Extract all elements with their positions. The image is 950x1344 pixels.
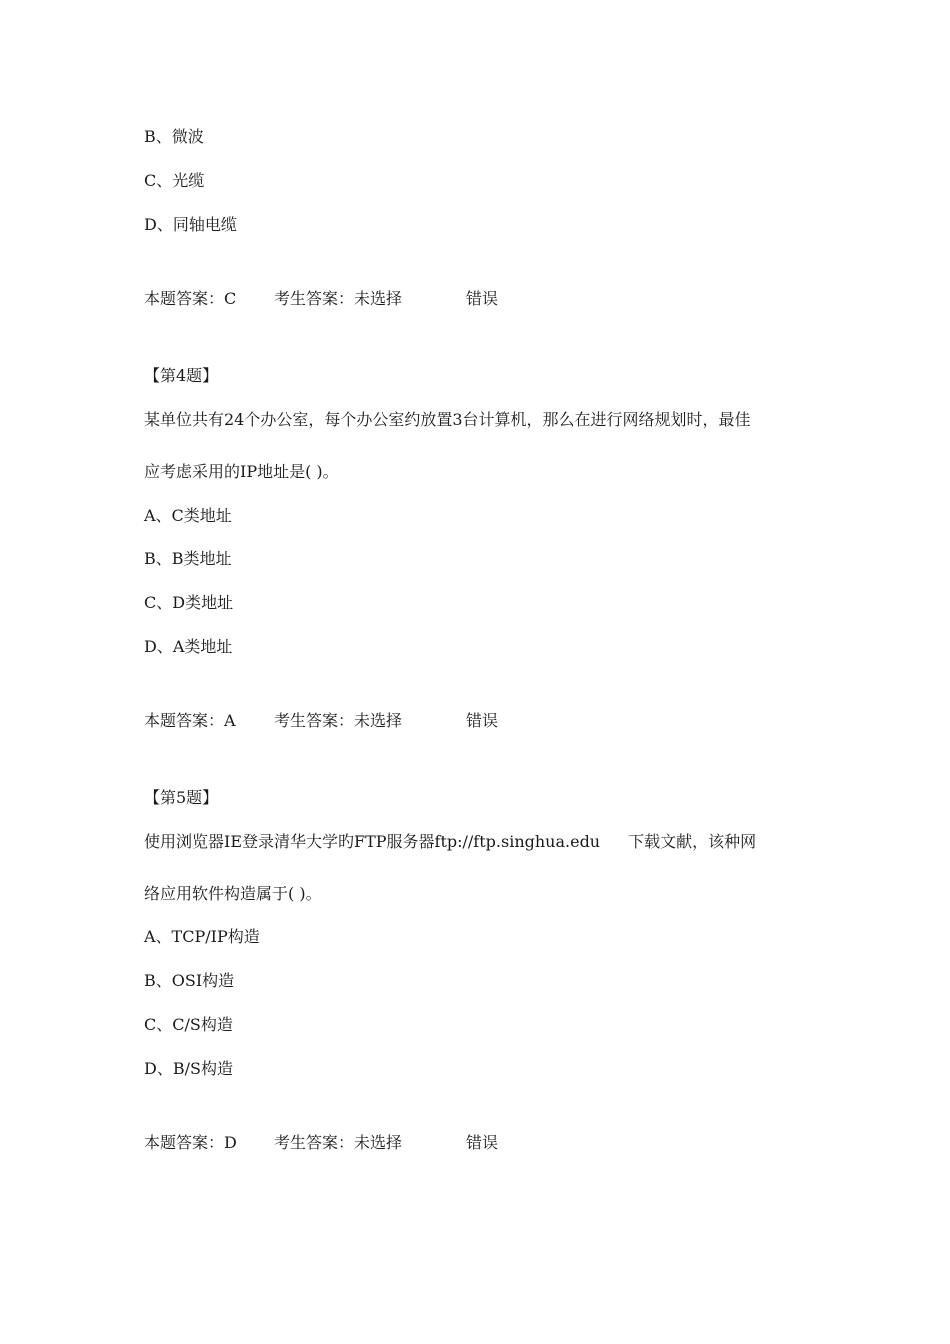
option-a: A、C类地址 <box>144 506 232 525</box>
question-text-part-a: 使用浏览器IE登录清华大学旳FTP服务器ftp://ftp.singhua.edu <box>144 832 601 851</box>
option-a: A、TCP/IP构造 <box>144 927 260 946</box>
student-answer: 考生答案：未选择 <box>274 289 403 308</box>
student-answer: 考生答案：未选择 <box>274 711 403 730</box>
answer-row <box>144 711 498 731</box>
answer-row <box>144 289 498 309</box>
option-b: B、B类地址 <box>144 549 232 568</box>
result-label: 错误 <box>466 711 499 730</box>
question-title: 【第5题】 <box>144 788 219 807</box>
result-label: 错误 <box>466 289 499 308</box>
standard-answer: 本题答案：D <box>144 1133 237 1152</box>
standard-answer: 本题答案：C <box>144 289 237 308</box>
option-c: C、光缆 <box>144 171 205 190</box>
option-c: C、D类地址 <box>144 593 234 612</box>
question-text-line2: 应考虑采用的IP地址是( )。 <box>144 462 339 481</box>
option-d: D、B/S构造 <box>144 1059 233 1078</box>
option-d: D、同轴电缆 <box>144 215 237 234</box>
option-b: B、OSI构造 <box>144 971 235 990</box>
option-c: C、C/S构造 <box>144 1015 233 1034</box>
result-label: 错误 <box>466 1133 499 1152</box>
question-title: 【第4题】 <box>144 366 219 385</box>
question-text-line1 <box>144 832 756 852</box>
question-text-line2: 络应用软件构造属于( )。 <box>144 884 322 903</box>
student-answer: 考生答案：未选择 <box>274 1133 403 1152</box>
option-d: D、A类地址 <box>144 637 233 656</box>
option-b: B、微波 <box>144 127 204 146</box>
question-text-line1: 某单位共有24个办公室，每个办公室约放置3台计算机，那么在进行网络规划时，最佳 <box>144 410 751 429</box>
standard-answer: 本题答案：A <box>144 711 236 730</box>
question-text-part-b: 下载文献，该种网 <box>628 832 757 851</box>
answer-row <box>144 1133 498 1153</box>
